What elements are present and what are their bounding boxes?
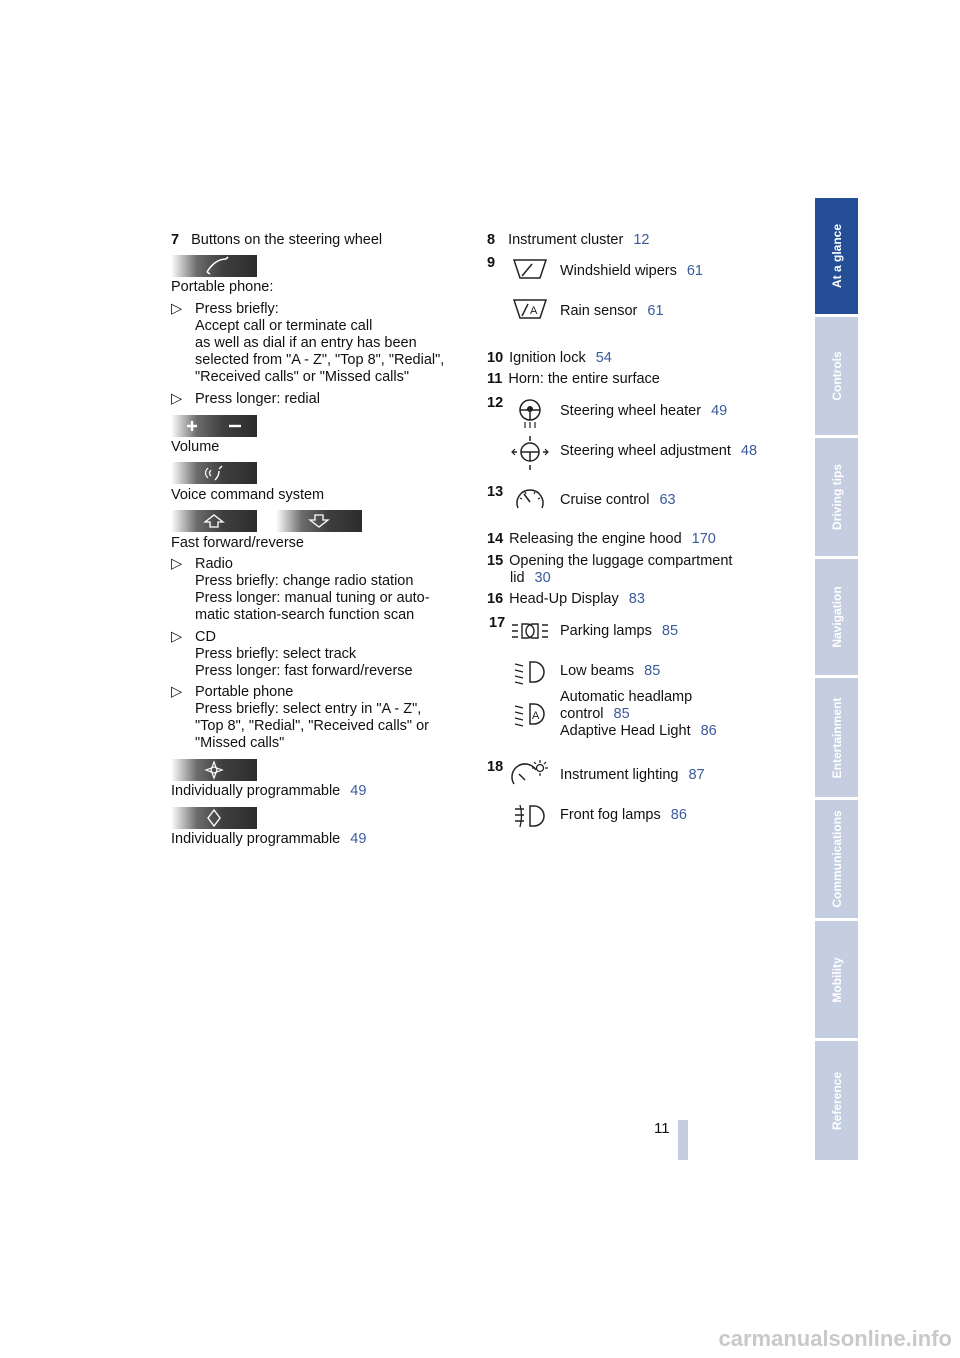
voice-label: Voice command system bbox=[171, 487, 325, 503]
text-line: "Missed calls" bbox=[195, 735, 285, 751]
text-line: "Top 8", "Redial", "Received calls" or bbox=[195, 718, 429, 734]
voice-icon bbox=[171, 462, 257, 484]
item-9-num: 9 bbox=[487, 255, 496, 271]
text-line: Accept call or terminate call bbox=[195, 318, 373, 334]
windshield-wipers-icon bbox=[510, 254, 550, 284]
tab-communications[interactable]: Communications bbox=[815, 800, 858, 918]
steering-wheel-heater: Steering wheel heater 49 bbox=[560, 403, 728, 419]
arrow-up-icon bbox=[171, 510, 257, 532]
bullet: ▷ bbox=[171, 556, 183, 572]
auto-headlamp-line1: Automatic headlamp bbox=[560, 689, 693, 705]
steering-wheel-heater-icon bbox=[512, 396, 548, 430]
item-14: 14 Releasing the engine hood 170 bbox=[487, 531, 716, 547]
tab-entertainment[interactable]: Entertainment bbox=[815, 678, 858, 797]
star-diamond-icon bbox=[171, 759, 257, 781]
steering-wheel-adjustment: Steering wheel adjustment 48 bbox=[560, 443, 758, 459]
item-12-num: 12 bbox=[487, 395, 504, 411]
voice-button-image bbox=[171, 462, 257, 484]
item-10: 10 Ignition lock 54 bbox=[487, 350, 612, 366]
bullet: ▷ bbox=[171, 301, 183, 317]
automatic-headlamp-icon bbox=[512, 698, 548, 730]
front-fog-lamps: Front fog lamps 86 bbox=[560, 807, 687, 823]
auto-headlamp-line2: control 85 bbox=[560, 706, 630, 722]
text-line: "Received calls" or "Missed calls" bbox=[195, 369, 409, 385]
text-line: selected from "A - Z", "Top 8", "Redial", bbox=[195, 352, 445, 368]
text-line: Press longer: manual tuning or auto- bbox=[195, 590, 430, 606]
text-line: Press briefly: select entry in "A - Z", bbox=[195, 701, 422, 717]
text-line: as well as dial if an entry has been bbox=[195, 335, 417, 351]
instrument-lighting-icon bbox=[510, 758, 550, 790]
low-beams-icon bbox=[512, 656, 548, 688]
item-13-num: 13 bbox=[487, 484, 504, 500]
tab-mobility[interactable]: Mobility bbox=[815, 921, 858, 1038]
bullet: ▷ bbox=[171, 391, 183, 407]
low-beams: Low beams 85 bbox=[560, 663, 661, 679]
volume-label: Volume bbox=[171, 439, 220, 455]
item-15: 15 Opening the luggage compartment bbox=[487, 553, 733, 569]
text-line: Press longer: fast forward/reverse bbox=[195, 663, 413, 679]
tab-at-a-glance[interactable]: At a glance bbox=[815, 198, 858, 314]
parking-lamps: Parking lamps 85 bbox=[560, 623, 679, 639]
page-number: 11 bbox=[654, 1120, 670, 1137]
ffrev-label: Fast forward/reverse bbox=[171, 535, 304, 551]
radio-label: Radio bbox=[195, 556, 233, 572]
svg-text:A: A bbox=[530, 305, 538, 317]
programmable-2: Individually programmable 49 bbox=[171, 831, 367, 847]
plus-minus-icon bbox=[171, 415, 257, 437]
volume-button-image bbox=[171, 415, 257, 437]
item-11: 11 Horn: the entire surface bbox=[487, 371, 660, 387]
svg-text:A: A bbox=[532, 710, 540, 722]
bullet: ▷ bbox=[171, 629, 183, 645]
text-line: matic station-search function scan bbox=[195, 607, 415, 623]
phone-button-image bbox=[171, 255, 257, 277]
item-8: 8 Instrument cluster 12 bbox=[487, 232, 650, 248]
pp-label: Portable phone bbox=[195, 684, 294, 700]
diamond-icon bbox=[171, 807, 257, 829]
cruise-control: Cruise control 63 bbox=[560, 492, 676, 508]
arrow-down-icon bbox=[276, 510, 362, 532]
tab-reference[interactable]: Reference bbox=[815, 1041, 858, 1160]
press-longer: Press longer: redial bbox=[195, 391, 320, 407]
reverse-button-image bbox=[276, 510, 362, 532]
cd-label: CD bbox=[195, 629, 216, 645]
item-7: 7 Buttons on the steering wheel bbox=[171, 232, 383, 248]
programmable-1: Individually programmable 49 bbox=[171, 783, 367, 799]
steering-wheel-adjustment-icon bbox=[510, 434, 550, 470]
item-18-num: 18 bbox=[487, 759, 504, 775]
text-line: Press briefly: change radio station bbox=[195, 573, 414, 589]
tab-driving-tips[interactable]: Driving tips bbox=[815, 438, 858, 556]
rain-sensor-icon bbox=[510, 294, 550, 324]
press-briefly: Press briefly: bbox=[195, 301, 279, 317]
phone-icon bbox=[171, 255, 257, 277]
bullet: ▷ bbox=[171, 684, 183, 700]
programmable-2-button-image bbox=[171, 807, 257, 829]
forward-button-image bbox=[171, 510, 257, 532]
item-17-num: 17 bbox=[489, 615, 506, 631]
tab-navigation[interactable]: Navigation bbox=[815, 559, 858, 675]
item-15-cont: lid 30 bbox=[510, 570, 551, 586]
phone-title: Portable phone: bbox=[171, 279, 274, 295]
item-16: 16 Head-Up Display 83 bbox=[487, 591, 645, 607]
windshield-wipers: Windshield wipers 61 bbox=[560, 263, 703, 279]
cruise-control-icon bbox=[512, 484, 548, 516]
instrument-lighting: Instrument lighting 87 bbox=[560, 767, 705, 783]
programmable-1-button-image bbox=[171, 759, 257, 781]
footer-watermark: carmanualsonline.info bbox=[718, 1326, 952, 1351]
adaptive-head-light: Adaptive Head Light 86 bbox=[560, 723, 717, 739]
tab-controls[interactable]: Controls bbox=[815, 317, 858, 435]
parking-lamps-icon bbox=[510, 620, 550, 642]
text-line: Press briefly: select track bbox=[195, 646, 357, 662]
front-fog-lamps-icon bbox=[512, 800, 548, 832]
page-marker bbox=[678, 1120, 688, 1160]
rain-sensor: Rain sensor 61 bbox=[560, 303, 664, 319]
